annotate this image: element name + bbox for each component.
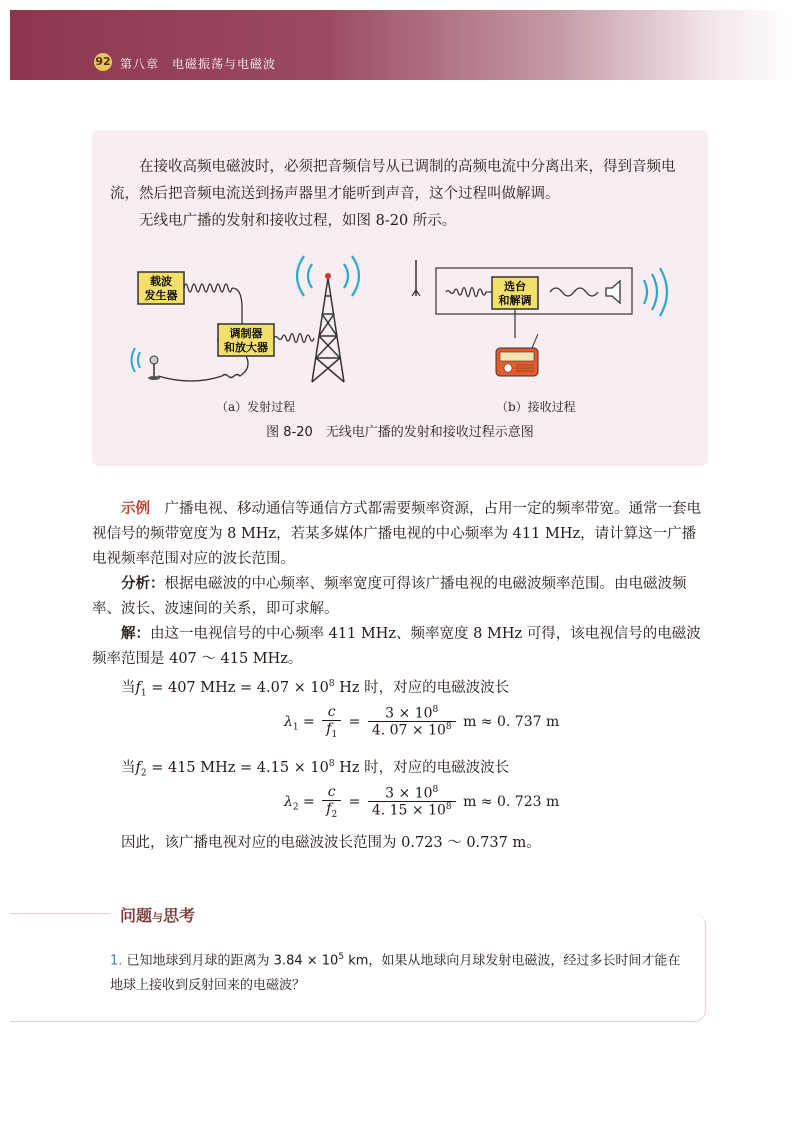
carrier-box-label-2: 发生器 [144,289,178,302]
example-section [92,497,708,707]
carrier-box-label-1: 载波 [150,275,172,288]
tuner-label-2: 和解调 [498,294,532,307]
page-number: 92 [94,53,112,71]
intro-para-1: 在接收高频电磁波时，必须把音频信号从已调制的高频电流中分离出来，得到音频电流，然后把音频电流送到扬声器里才能听到声音，这个过程叫做解调。 [110,159,676,202]
case1-line: 当$f_1 = 407$ MHz = $4.07 \times 10^8$ Hz 时，对应的电磁波波长 [121,679,510,699]
figure-label-a: （a）发射过程 [216,400,296,414]
question-1-number: 1. [110,953,123,969]
conclusion-text: 因此，该广播电视对应的电磁波波长范围为 0.723 ～ 0.737 m。 [121,835,541,851]
analysis-paragraph [92,572,708,622]
example-text: 广播电视、移动通信等通信方式都需要频率资源，占用一定的频率带宽。通常一套电视信号的频带宽度为 8 MHz，若某多媒体广播电视的中心频率为 411 MHz，请计算这一广播电视频率范围对应的波长范围。 [92,501,701,567]
case2-section [92,752,708,787]
figure-label-b: （b）接收过程 [496,400,576,414]
solution-paragraph [92,622,708,672]
example-paragraph [92,497,708,572]
chapter-title: 第八章 电磁振荡与电磁波 [120,57,277,71]
analysis-text: 根据电磁波的中心频率、频率宽度可得该广播电视的电磁波频率范围。由电磁波频率、波长、波速间的关系，即可求解。 [92,576,687,617]
sound-waves-icon [132,348,141,372]
example-label: 示例 [121,501,150,517]
questions-title: 问题与思考 [120,906,196,925]
solution-label: 解： [121,626,150,642]
solution-text: 由这一电视信号的中心频率 411 MHz、频率宽度 8 MHz 可得，该电视信号的电磁波频率范围是 407 ～ 415 MHz。 [92,626,701,667]
figure-caption: 图 8-20 无线电广播的发射和接收过程示意图 [266,425,534,440]
microphone-icon [150,356,158,364]
modulator-label-1: 调制器 [229,327,263,340]
equation-2: $\lambda_2$ = $\frac{c}{f_2}$ = $\frac{3 \times 10^8}{4. 15 \times 10^8}$ m ≈ 0. 723 m [284,784,560,820]
questions-divider-left [10,913,110,914]
transmitter-tower-icon [312,278,344,382]
modulated-wave [274,334,314,343]
intro-box [92,130,708,466]
conclusion-section [92,831,708,856]
speaker-icon [606,281,620,303]
question-1: 1. 已知地球到月球的距离为 $3.84 \times 10^5$ km，如果从地球向月球发射电磁波，经过多长时间才能在地球上接收到反射回来的电磁波？ [110,952,681,994]
audio-wave [550,288,598,296]
radio-icon [496,334,538,376]
radio-diagram [92,248,708,398]
modulator-label-2: 和放大器 [224,341,268,354]
carrier-wave [184,284,232,292]
mic-wire [158,356,248,381]
analysis-label: 分析： [121,576,165,592]
speaker-waves-icon [644,268,667,316]
received-wave [446,288,486,297]
tuner-label-1: 选台 [504,280,526,293]
equation-1: $\lambda_1$ = $\frac{c}{f_1}$ = $\frac{3 \times 10^8}{4. 07 \times 10^8}$ m ≈ 0. 737 m [284,704,560,740]
case2-line: 当$f_2 = 415$ MHz = $4.15 \times 10^8$ Hz 时，对应的电磁波波长 [121,759,510,779]
intro-para-2: 无线电广播的发射和接收过程，如图 8-20 所示。 [139,213,457,229]
